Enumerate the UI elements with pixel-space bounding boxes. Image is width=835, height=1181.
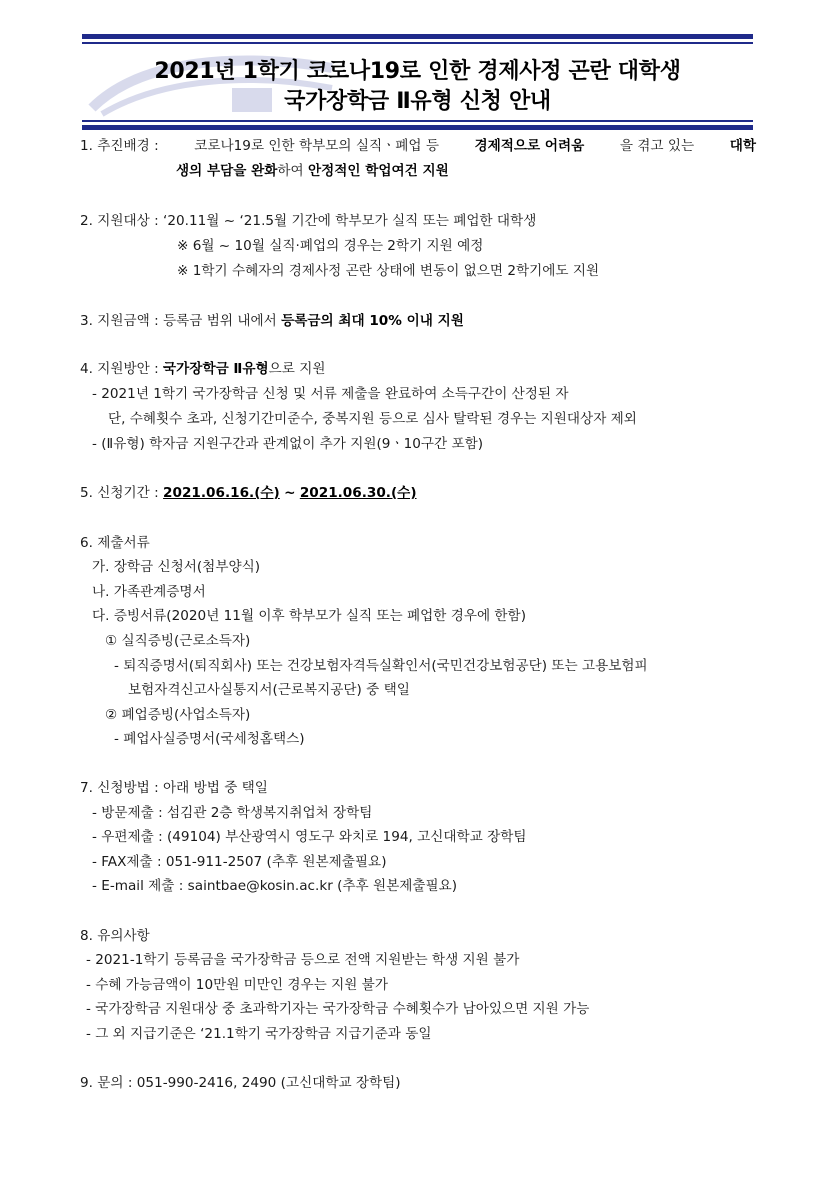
section-7-email: - E-mail 제출 : saintbae@kosin.ac.kr (추후 원본제출필요) <box>92 878 458 894</box>
section-8-note3: - 국가장학금 지원대상 중 초과학기자는 국가장학금 수혜횟수가 남아있으면 지원 가능 <box>86 1001 590 1017</box>
header-bottom-rule <box>82 125 753 130</box>
header-top-thin-rule <box>82 42 753 44</box>
section-8-note2: - 수혜 가능금액이 10만원 미만인 경우는 지원 불가 <box>86 977 388 993</box>
section-2-label: 2. 지원대상 : <box>80 213 159 229</box>
section-6-item-da: 다. 증빙서류(2020년 11월 이후 학부모가 실직 또는 폐업한 경우에 한함) <box>92 608 526 624</box>
section-7-visit: - 방문제출 : 섬김관 2층 학생복지취업처 장학팀 <box>92 805 373 821</box>
section-6-sub-2: ② 폐업증빙(사업소득자) <box>105 707 251 723</box>
section-1-text-f: 하여 <box>277 163 304 179</box>
section-4-line1 <box>80 359 326 379</box>
section-4-bullet1a: - 2021년 1학기 국가장학금 신청 및 서류 제출을 완료하여 소득구간이 산정된 자 <box>92 386 569 402</box>
section-4-bullet2: - (Ⅱ유형) 학자금 지원구간과 관계없이 추가 지원(9ㆍ10구간 포함) <box>92 436 484 452</box>
section-1-text-a: 코로나19로 인한 학부모의 실직ㆍ폐업 등 <box>194 138 439 154</box>
date-separator: ~ <box>284 485 296 501</box>
section-1-bold-d: 대학 <box>729 138 756 154</box>
section-1-label: 1. 추진배경 : <box>80 138 159 154</box>
section-6-label: 6. 제출서류 <box>80 535 150 551</box>
section-1-text-c: 을 겪고 있는 <box>619 138 695 154</box>
section-8-note4: - 그 외 지급기준은 ‘21.1학기 국가장학금 지급기준과 동일 <box>86 1026 432 1042</box>
section-2-text: ‘20.11월 ~ ‘21.5월 기간에 학부모가 실직 또는 폐업한 대학생 <box>163 213 537 229</box>
section-2-note2: ※ 1학기 수혜자의 경제사정 곤란 상태에 변동이 없으면 2학기에도 지원 <box>177 263 600 279</box>
section-5-label: 5. 신청기간 : <box>80 485 159 501</box>
section-5-line <box>80 483 417 503</box>
section-6-sub-1a: - 퇴직증명서(퇴직회사) 또는 건강보험자격득실확인서(국민건강보험공단) 또는 고용보험피 <box>114 658 648 674</box>
section-2-note1: ※ 6월 ~ 10월 실직·폐업의 경우는 2학기 지원 예정 <box>177 238 484 254</box>
section-6-sub-2a: - 폐업사실증명서(국세청홈택스) <box>114 731 305 747</box>
section-2-line1 <box>80 211 536 231</box>
section-6-item-na: 나. 가족관계증명서 <box>92 584 206 600</box>
document-title-line2: 국가장학금 Ⅱ유형 신청 안내 <box>284 89 551 114</box>
section-8-note1: - 2021-1학기 등록금을 국가장학금 등으로 전액 지원받는 학생 지원 불가 <box>86 952 520 968</box>
header-bottom-thin-rule <box>82 120 753 122</box>
header-top-rule <box>82 34 753 39</box>
document-title-line1: 2021년 1학기 코로나19로 인한 경제사정 곤란 대학생 <box>154 59 681 84</box>
section-1-line1 <box>80 136 756 156</box>
section-1-bold-g: 안정적인 학업여건 지원 <box>307 163 449 179</box>
section-1-line2 <box>176 161 449 181</box>
application-start-date: 2021.06.16.(수) <box>163 485 280 501</box>
section-6-sub-1: ① 실직증빙(근로소득자) <box>105 633 251 649</box>
section-7-fax: - FAX제출 : 051-911-2507 (추후 원본제출필요) <box>92 854 387 870</box>
section-4-text: 으로 지원 <box>268 361 326 377</box>
section-8-label: 8. 유의사항 <box>80 928 150 944</box>
section-7-label: 7. 신청방법 : 아래 방법 중 택일 <box>80 780 268 796</box>
section-7-post: - 우편제출 : (49104) 부산광역시 영도구 와치로 194, 고신대학교 장학팀 <box>92 829 527 845</box>
section-3-text: 등록금 범위 내에서 <box>163 313 277 329</box>
section-3-label: 3. 지원금액 : <box>80 313 159 329</box>
section-4-bullet1b: 단, 수혜횟수 초과, 신청기간미준수, 중복지원 등으로 심사 탈락된 경우는 지원대상자 제외 <box>108 411 637 427</box>
section-4-bold: 국가장학금 Ⅱ유형 <box>163 361 269 377</box>
section-4-label: 4. 지원방안 : <box>80 361 159 377</box>
section-1-bold-b: 경제적으로 어려움 <box>474 138 585 154</box>
document-header <box>82 34 753 130</box>
section-6-item-ga: 가. 장학금 신청서(첨부양식) <box>92 559 261 575</box>
section-6-sub-1b: 보험자격신고사실통지서(근로복지공단) 중 택일 <box>128 682 410 698</box>
section-9-contact: 9. 문의 : 051-990-2416, 2490 (고신대학교 장학팀) <box>80 1075 401 1091</box>
application-end-date: 2021.06.30.(수) <box>299 485 417 501</box>
section-3-bold: 등록금의 최대 10% 이내 지원 <box>281 313 464 329</box>
section-3-line <box>80 311 464 331</box>
section-1-bold-e: 생의 부담을 완화 <box>176 163 278 179</box>
